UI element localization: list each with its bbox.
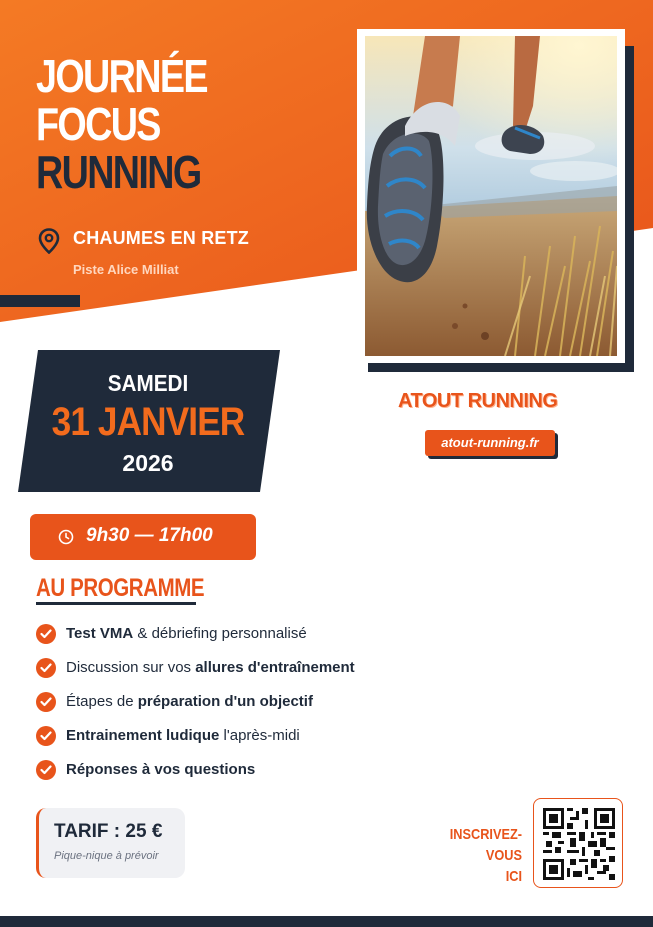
title-line-3: RUNNING — [36, 146, 201, 198]
clock-icon — [58, 529, 74, 545]
check-icon — [36, 624, 56, 644]
time-range: 9h30 — 17h00 — [86, 525, 213, 546]
price-label: TARIF : 25 € — [54, 821, 163, 842]
program-item-text: Discussion sur vos allures d'entraînement — [66, 659, 355, 676]
check-icon — [36, 692, 56, 712]
event-title — [36, 52, 207, 196]
program-item — [36, 624, 596, 646]
date-year: 2026 — [122, 450, 174, 476]
date-day: SAMEDI — [107, 370, 189, 396]
decorative-bar — [0, 295, 80, 307]
brand-name: ATOUT RUNNING — [398, 390, 558, 412]
website-link[interactable]: atout-running.fr — [425, 430, 555, 456]
check-icon — [36, 726, 56, 746]
program-item — [36, 658, 596, 680]
price-card — [36, 808, 185, 878]
signup-call-to-action — [420, 824, 522, 887]
check-icon — [36, 658, 56, 678]
qr-code-frame[interactable] — [533, 798, 623, 888]
footer-bar — [0, 916, 653, 927]
program-title: AU PROGRAMME — [36, 574, 205, 602]
price-note: Pique-nique à prévoir — [54, 850, 159, 862]
check-icon — [36, 760, 56, 780]
program-item-text: Entrainement ludique l'après-midi — [66, 727, 300, 744]
qr-code-icon[interactable] — [543, 808, 615, 880]
program-item-text: Étapes de préparation d'un objectif — [66, 693, 313, 710]
program-item-text: Test VMA & débriefing personnalisé — [66, 625, 307, 642]
program-item — [36, 760, 596, 782]
program-item-text: Réponses à vos questions — [66, 761, 256, 778]
title-line-1: JOURNÉE — [36, 50, 207, 102]
location-pin-icon — [38, 228, 60, 254]
location-venue: Piste Alice Milliat — [73, 262, 179, 277]
date-main: 31 JANVIER — [51, 400, 245, 444]
program-item — [36, 726, 596, 748]
signup-line-2: ICI — [505, 868, 522, 885]
program-item — [36, 692, 596, 714]
signup-line-1: INSCRIVEZ-VOUS — [449, 826, 522, 864]
title-line-2: FOCUS — [36, 98, 160, 150]
program-title-underline — [36, 602, 196, 605]
time-badge — [30, 514, 256, 560]
location-city: CHAUMES EN RETZ — [73, 228, 250, 248]
runner-on-trail-image — [365, 36, 617, 356]
